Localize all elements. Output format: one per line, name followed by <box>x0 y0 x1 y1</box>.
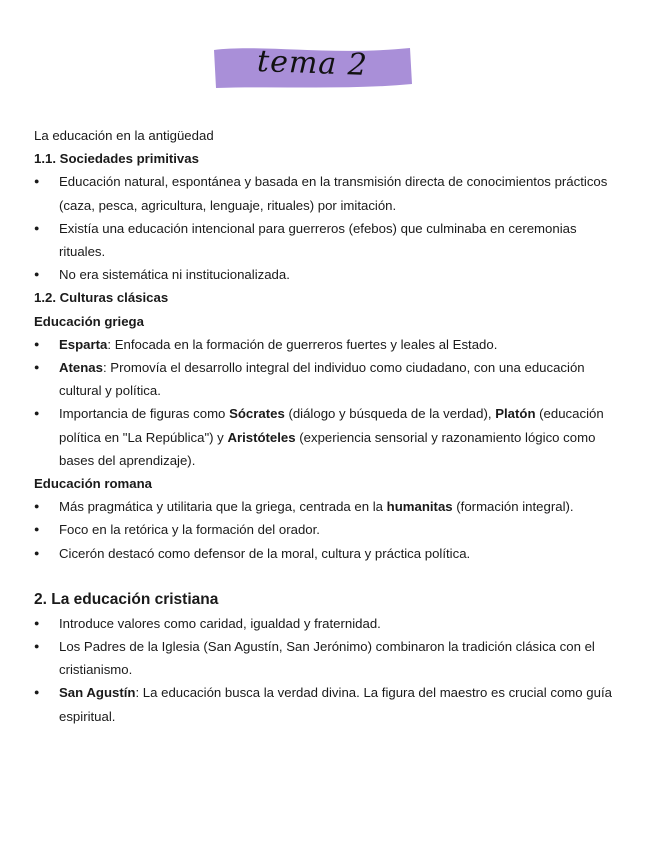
bold-term: Atenas <box>59 360 103 376</box>
list-item <box>34 356 626 402</box>
list-item: ● Cicerón destacó como defensor de la moral, cultura y práctica política. <box>34 542 626 565</box>
roman-education-title: Educación romana <box>34 476 152 492</box>
list-item: ● Los Padres de la Iglesia (San Agustín, San Jerónimo) combinaron la tradición clásica con el cristianismo. <box>34 635 626 681</box>
bold-term: Platón <box>495 406 536 422</box>
section-1-2-title: 1.2. Culturas clásicas <box>34 290 169 306</box>
list-text: : Enfocada en la formación de guerreros fuertes y leales al Estado. <box>107 336 498 352</box>
bold-term: Aristóteles <box>227 429 296 445</box>
bold-term: humanitas <box>386 499 453 515</box>
list-text: : La educación busca la verdad divina. La figura del maestro es crucial como guía espiritual. <box>59 685 612 724</box>
list-item <box>34 402 626 472</box>
list-text: : Promovía el desarrollo integral del individuo como ciudadano, con una educación cultural y política. <box>59 360 585 399</box>
greek-education-title: Educación griega <box>34 313 144 329</box>
bold-term: Sócrates <box>229 406 285 422</box>
list-item <box>34 681 626 727</box>
bold-term: Esparta <box>59 336 108 352</box>
list-text: (formación integral). <box>452 499 574 515</box>
section-1-1-title: 1.1. Sociedades primitivas <box>34 151 199 167</box>
list-item <box>34 495 626 518</box>
list-text: (educación política en "La República") y <box>59 406 604 445</box>
list-item: ● No era sistemática ni institucionalizada. <box>34 263 626 286</box>
list-text: (diálogo y búsqueda de la verdad), <box>284 406 496 422</box>
greek-list <box>34 333 626 472</box>
bold-term: San Agustín <box>59 685 136 701</box>
title-banner <box>210 42 415 98</box>
list-text: Importancia de figuras como <box>59 406 230 422</box>
roman-list <box>34 495 626 565</box>
section-2-title: 2. La educación cristiana <box>34 590 219 608</box>
list-item: ● Educación natural, espontánea y basada en la transmisión directa de conocimientos prácticos (caza, pesca, agricultura, lenguaje, rituales) por imitación. <box>34 170 626 216</box>
list-item: ● Introduce valores como caridad, igualdad y fraternidad. <box>34 612 626 635</box>
list-item <box>34 333 626 356</box>
list-item: ● Foco en la retórica y la formación del orador. <box>34 518 626 541</box>
list-item: ● Existía una educación intencional para guerreros (efebos) que culminaba en ceremonias rituales. <box>34 217 626 263</box>
section-spacer <box>34 565 626 588</box>
list-text: Más pragmática y utilitaria que la griega, centrada en la <box>59 499 387 515</box>
section-1-1-list <box>34 170 626 286</box>
intro-line: La educación en la antigüedad <box>34 128 214 143</box>
section-2-list <box>34 612 626 728</box>
banner-title: tema 2 <box>256 44 369 83</box>
list-text: (experiencia sensorial y razonamiento lógico como bases del aprendizaje). <box>59 429 596 468</box>
document-body <box>34 124 626 728</box>
